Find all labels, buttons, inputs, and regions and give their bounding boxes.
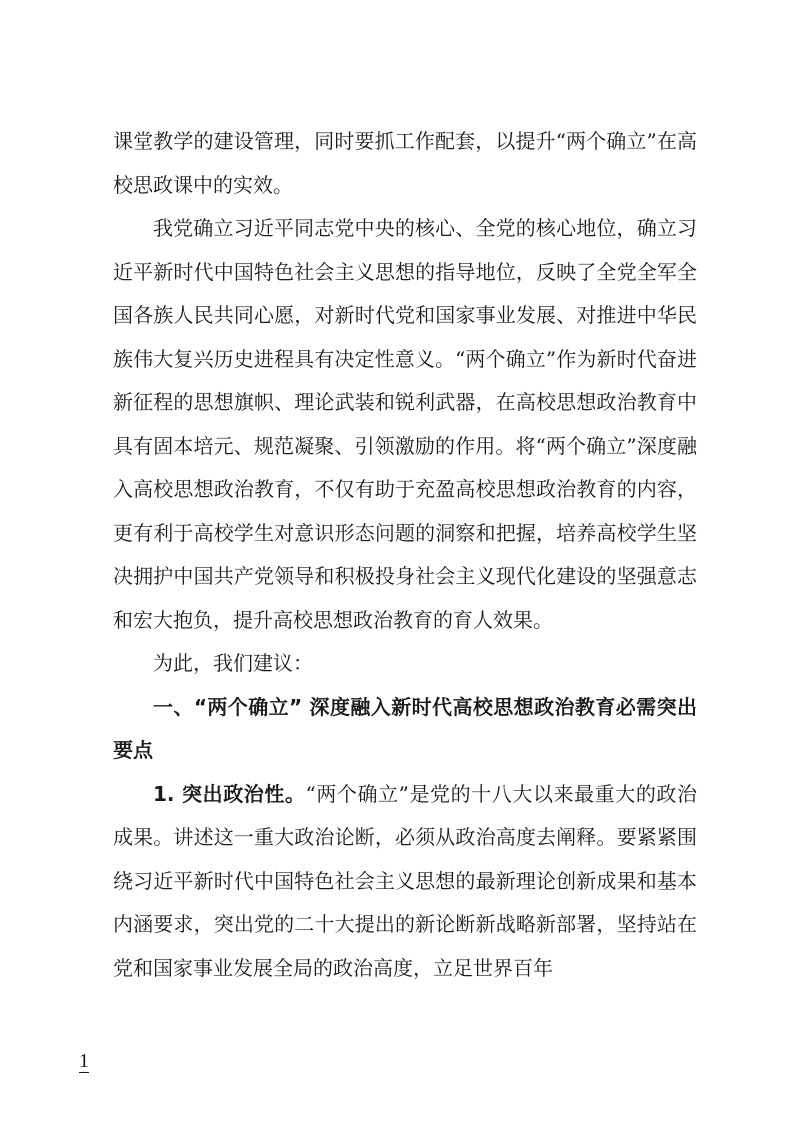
body-text [113, 120, 697, 990]
section-heading-1: 一、“两个确立” 深度融入新时代高校思想政治教育必需突出要点 [113, 694, 697, 762]
paragraph-two-establishments: 我党确立习近平同志党中央的核心、全党的核心地位，确立习近平新时代中国特色社会主义思想的指导地位，反映了全党全军全国各族人民共同心愿，对新时代党和国家事业发展、对推进中华民族伟大复兴历史进程具有决定性意义。“两个确立”作为新时代奋进新征程的思想旗帜、理论武装和锐利武器，在高校思想政治教育中具有固本培元、规范凝聚、引领激励的作用。将“两个确立”深度融入高校思想政治教育，不仅有助于充盈高校思想政治教育的内容，更有利于高校学生对意识形态问题的洞察和把握，培养高校学生坚决拥护中国共产党领导和积极投身社会主义现代化建设的坚强意志和宏大抱负，提升高校思想政治教育的育人效果。 [113, 216, 697, 632]
paragraph-suggestions-intro: 为此，我们建议： [153, 651, 313, 675]
paragraph-continuation: 课堂教学的建设管理，同时要抓工作配套，以提升“两个确立”在高校思政课中的实效。 [113, 129, 697, 197]
paragraph-political-nature [113, 773, 697, 991]
paragraph-lead-body: “两个确立”是党的十八大以来最重大的政治成果。讲述这一重大政治论断，必须从政治高度去阐释。要紧紧围绕习近平新时代中国特色社会主义思想的最新理论创新成果和基本内涵要求，突出党的二十大提出的新论断新战略新部署，坚持站在党和国家事业发展全局的政治高度，立足世界百年 [113, 781, 698, 980]
paragraph-lead-title: 1. 突出政治性。 [153, 781, 306, 806]
page-number: 1 [79, 1050, 89, 1072]
